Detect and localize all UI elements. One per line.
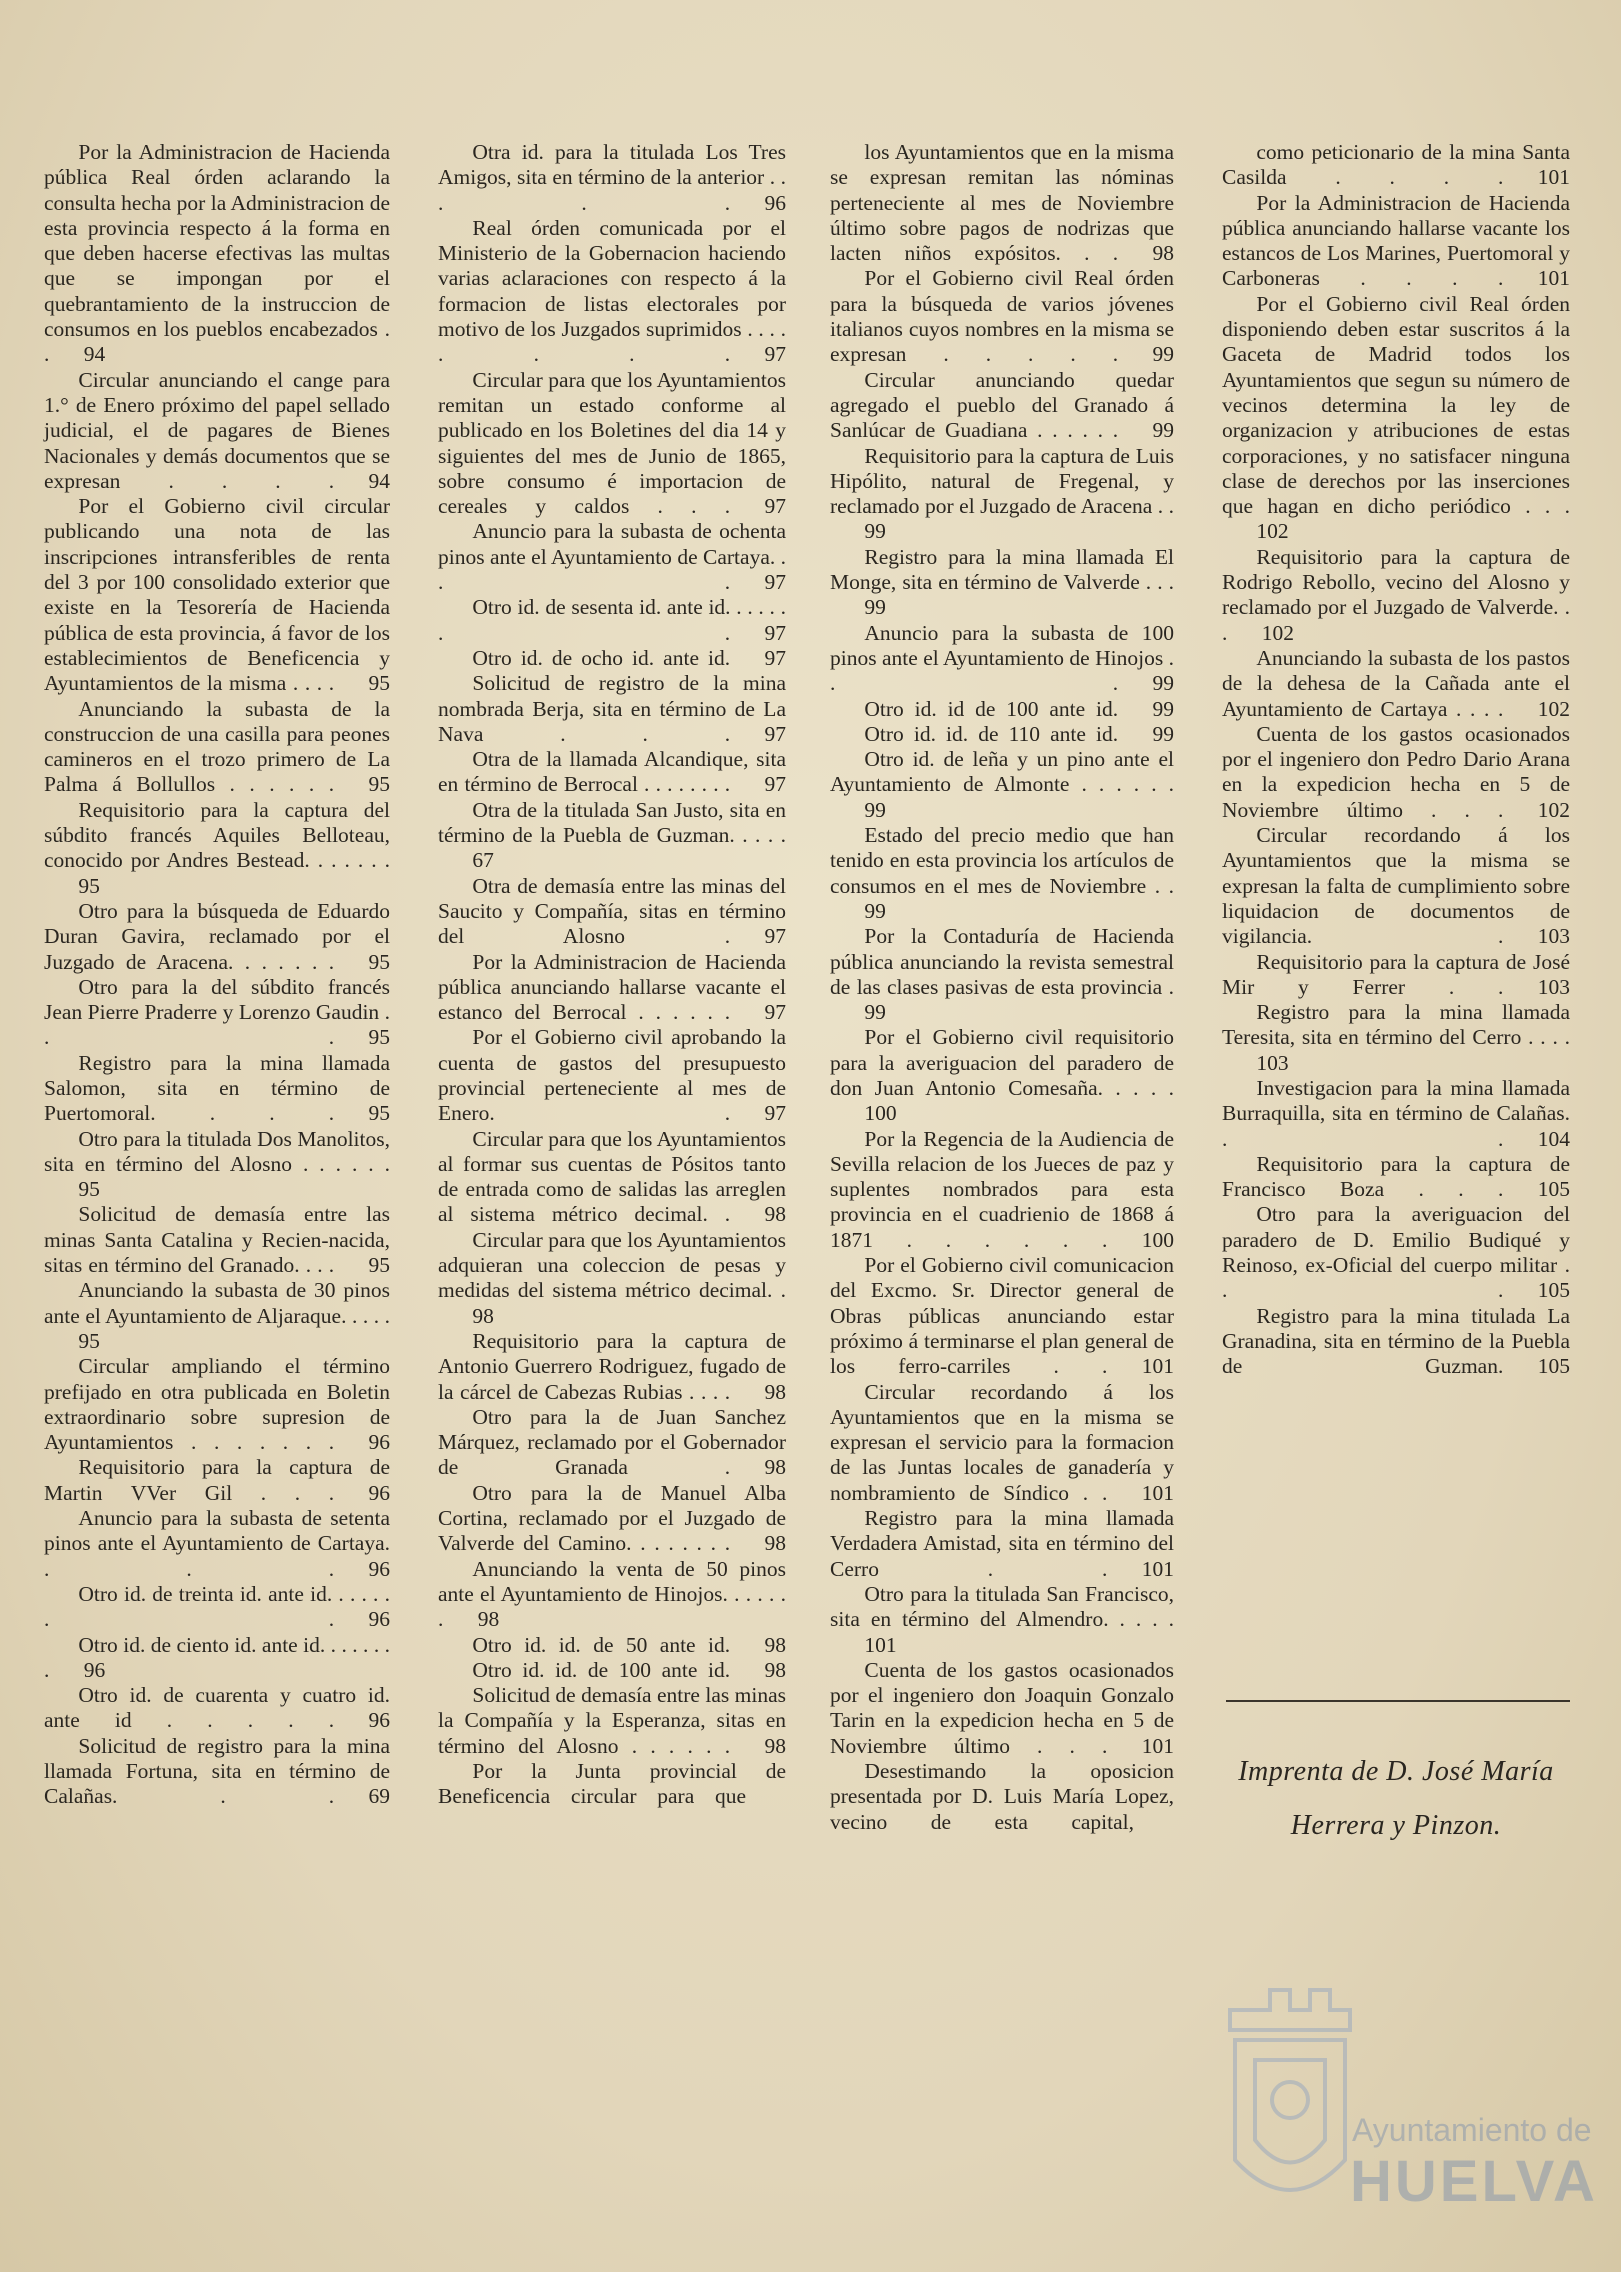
index-entry bbox=[44, 140, 390, 368]
entry-text: Otro id. id. de 110 ante id. bbox=[864, 721, 1119, 746]
entry-text: Cuenta de los gastos ocasionados por el ingeniero don Pedro Dario Arana en la expedicion hecha en 5 de Noviembre último . . . bbox=[1222, 721, 1570, 822]
entry-text: Requisitorio para la captura de Luis Hipólito, natural de Fregenal, y reclamado por el Juzgado de Aracena . . bbox=[830, 443, 1174, 519]
index-entry bbox=[44, 975, 390, 1051]
entry-text: Anunciando la subasta de 30 pinos ante el Ayuntamiento de Aljaraque. . . . . bbox=[44, 1278, 390, 1328]
index-entry bbox=[44, 1051, 390, 1127]
entry-page-number: 98 bbox=[472, 1303, 494, 1328]
entry-text: Circular ampliando el término prefijado en otra publicada en Boletin extraordinario sobre supresion de Ayuntamientos . . . . . . . bbox=[44, 1354, 390, 1455]
entry-text: Por el Gobierno civil requisitorio para la averiguacion del paradero de don Juan Antonio Comesaña. . . . . bbox=[830, 1025, 1174, 1100]
entry-text: Por el Gobierno civil comunicacion del Excmo. Sr. Director general de Obras públicas anunciando estar próximo á terminarse el plan general de los ferro-carriles . . bbox=[830, 1253, 1174, 1379]
entry-page-number: 97 bbox=[764, 772, 786, 797]
entry-page-number: 99 bbox=[1152, 342, 1174, 367]
entry-text: Solicitud de registro para la mina llamada Fortuna, sita en término de Calañas. . . bbox=[44, 1733, 390, 1809]
entry-page-number: 96 bbox=[83, 1657, 106, 1682]
entry-page-number: 96 bbox=[368, 1556, 390, 1581]
entry-page-number: 95 bbox=[368, 671, 390, 696]
entry-text: Real órden comunicada por el Ministerio de la Gobernacion haciendo varias aclaraciones con respecto á la formacion de listas electorales por motivo de los Juzgados suprimidos . . . . . . . . bbox=[438, 215, 786, 367]
entry-text: Otro para la averiguacion del paradero de D. Emilio Budiqué y Reinoso, ex-Oficial del cuerpo militar . . . bbox=[1222, 1202, 1570, 1303]
entry-page-number: 102 bbox=[1537, 696, 1570, 721]
entry-text: Otro id. de ciento id. ante id. . . . . . . . bbox=[44, 1632, 390, 1682]
entry-page-number: 101 bbox=[1141, 1556, 1174, 1581]
index-entry bbox=[830, 1253, 1174, 1379]
entry-text: Otro id. de ocho id. ante id. bbox=[472, 645, 731, 670]
entry-page-number: 95 bbox=[368, 1101, 390, 1126]
entry-text: Circular recordando á los Ayuntamientos que en la misma se expresan el servicio para la formacion de las Juntas locales de ganadería y nombramiento de Síndico . . bbox=[830, 1379, 1174, 1505]
index-entry bbox=[44, 1683, 390, 1734]
index-entry bbox=[830, 697, 1174, 722]
entry-page-number: 98 bbox=[764, 1531, 786, 1556]
entry-page-number: 96 bbox=[368, 1607, 390, 1632]
index-entry bbox=[830, 1380, 1174, 1506]
entry-text: Registro para la mina llamada Teresita, sita en término del Cerro . . . . bbox=[1222, 1000, 1570, 1050]
entry-page-number: 99 bbox=[1152, 696, 1174, 721]
index-entry bbox=[438, 595, 786, 646]
entry-page-number: 99 bbox=[864, 797, 886, 822]
entry-page-number: 98 bbox=[477, 1607, 500, 1632]
index-entry bbox=[830, 621, 1174, 697]
index-column-3 bbox=[830, 140, 1174, 1835]
entry-text: Circular para que los Ayuntamientos al formar sus cuentas de Pósitos tanto de entrada como de salidas las arreglen al sistema métrico decimal. . bbox=[438, 1126, 786, 1227]
entry-page-number: 105 bbox=[1537, 1278, 1570, 1303]
index-entry bbox=[1222, 140, 1570, 191]
entry-page-number: 94 bbox=[368, 468, 390, 493]
entry-text: Por la Administracion de Hacienda pública anunciando hallarse vacante los estancos de Los Marines, Puertomoral y Carboneras . . . . bbox=[1222, 190, 1570, 291]
entry-text: Requisitorio para la captura de José Mir y Ferrer . . bbox=[1222, 949, 1570, 999]
entry-page-number: 98 bbox=[764, 1379, 786, 1404]
entry-page-number: 97 bbox=[764, 645, 786, 670]
entry-text: los Ayuntamientos que en la misma se expresan remitan las nóminas perteneciente al mes de Noviembre último sobre pagos de nodrizas que lacten niños expósitos. . . bbox=[830, 140, 1174, 266]
entry-page-number: 96 bbox=[764, 190, 786, 215]
index-entry bbox=[44, 1633, 390, 1684]
entry-text: Por el Gobierno civil Real órden para la búsqueda de varios jóvenes italianos cuyos nombres en la misma se expresan . . . . . bbox=[830, 266, 1174, 367]
entry-page-number: 98 bbox=[764, 1733, 786, 1758]
entry-page-number: 98 bbox=[764, 1455, 786, 1480]
index-entry bbox=[830, 1127, 1174, 1253]
index-entry bbox=[830, 545, 1174, 621]
watermark-text-big: HUELVA bbox=[1350, 2149, 1598, 2214]
entry-text: Por la Regencia de la Audiencia de Sevilla relacion de los Jueces de paz y suplentes nombrados para esta provincia en el cuadrienio de 1868 á 1871 . . . . . . bbox=[830, 1126, 1174, 1252]
index-entry bbox=[438, 747, 786, 798]
index-entry bbox=[44, 1127, 390, 1203]
index-entry bbox=[438, 368, 786, 520]
entry-page-number: 98 bbox=[764, 1657, 786, 1682]
index-entry bbox=[1222, 1076, 1570, 1152]
entry-text: Otro para la búsqueda de Eduardo Duran Gavira, reclamado por el Juzgado de Aracena. . . . . . . bbox=[44, 898, 390, 974]
entry-text: Anuncio para la subasta de 100 pinos ante el Ayuntamiento de Hinojos . . . bbox=[830, 620, 1174, 696]
entry-page-number: 97 bbox=[764, 620, 786, 645]
entry-text: Requisitorio para la captura del súbdito francés Aquiles Belloteau, conocido por Andres Bestead. . . . . . . bbox=[44, 797, 390, 873]
index-entry bbox=[44, 1278, 390, 1354]
index-entry bbox=[1222, 1152, 1570, 1203]
entry-page-number: 95 bbox=[78, 873, 100, 898]
entry-page-number: 101 bbox=[864, 1632, 897, 1657]
entry-page-number: 97 bbox=[764, 1000, 786, 1025]
entry-page-number: 95 bbox=[78, 1177, 100, 1202]
entry-text: como peticionario de la mina Santa Casilda . . . . bbox=[1222, 140, 1570, 190]
index-entry bbox=[438, 1127, 786, 1228]
entry-page-number: 103 bbox=[1537, 974, 1570, 999]
entry-page-number: 101 bbox=[1141, 1480, 1174, 1505]
entry-text: Circular recordando á los Ayuntamientos que la misma se expresan la falta de cumplimiento sobre liquidacion de documentos de vigilancia. . bbox=[1222, 823, 1570, 949]
entry-text: Otro para la de Manuel Alba Cortina, reclamado por el Juzgado de Valverde del Camino. . . . . . . . bbox=[438, 1480, 786, 1556]
entry-text: Otra de la llamada Alcandique, sita en término de Berrocal . . . . . . . . bbox=[438, 747, 786, 797]
index-entry bbox=[44, 697, 390, 798]
entry-page-number: 103 bbox=[1537, 924, 1570, 949]
watermark-text-small: Ayuntamiento de bbox=[1352, 2112, 1592, 2148]
entry-page-number: 99 bbox=[864, 1000, 886, 1025]
entry-page-number: 101 bbox=[1141, 1354, 1174, 1379]
index-entry bbox=[438, 1759, 786, 1810]
entry-page-number: 95 bbox=[368, 1025, 390, 1050]
entry-page-number: 103 bbox=[1256, 1050, 1289, 1075]
entry-text: Otro id. de cuarenta y cuatro id. ante id . . . . . bbox=[44, 1683, 390, 1733]
entry-page-number: 97 bbox=[764, 924, 786, 949]
index-entry bbox=[438, 1025, 786, 1126]
index-entry bbox=[438, 1683, 786, 1759]
entry-text: Otra de la titulada San Justo, sita en término de la Puebla de Guzman. . . . . bbox=[438, 797, 786, 848]
index-entry bbox=[1222, 292, 1570, 545]
entry-text: Por el Gobierno civil aprobando la cuenta de gastos del presupuesto provincial perteneciente al mes de Enero. . bbox=[438, 1025, 786, 1126]
index-entry bbox=[438, 140, 786, 216]
entry-text: Anunciando la venta de 50 pinos ante el Ayuntamiento de Hinojos. . . . . . . bbox=[438, 1556, 786, 1632]
entry-text: Otro id. id de 100 ante id. bbox=[864, 696, 1119, 721]
entry-text: Circular anunciando el cange para 1.° de Enero próximo del papel sellado judicial, el de pagares de Bienes Nacionales y demás documentos que se expresan . . . . bbox=[44, 367, 390, 493]
entry-text: Por el Gobierno civil Real órden disponiendo deben estar suscritos á la Gaceta de Madrid todos los Ayuntamientos que segun su número de vecinos determina la ley de organizacion y atribuciones de estas corporaciones, y no satisfacer ninguna clase de derechos por las inserciones que hagan en dicho periódico . . . bbox=[1222, 291, 1570, 519]
index-entry bbox=[830, 1658, 1174, 1759]
entry-page-number: 97 bbox=[764, 494, 786, 519]
index-entry bbox=[830, 1582, 1174, 1658]
index-entry bbox=[44, 1455, 390, 1506]
entry-text: Otro para la titulada Dos Manolitos, sita en término del Alosno . . . . . . bbox=[44, 1126, 390, 1176]
index-entry bbox=[44, 1582, 390, 1633]
entry-page-number: 95 bbox=[78, 1328, 100, 1353]
entry-page-number: 99 bbox=[1152, 671, 1174, 696]
entry-text: Registro para la mina titulada La Granadina, sita en término de la Puebla de Guzman. bbox=[1222, 1303, 1570, 1379]
entry-text: Requisitorio para la captura de Martin VVer Gil . . . bbox=[44, 1455, 390, 1505]
entry-text: Otro id. de treinta id. ante id. . . . . . . . bbox=[44, 1581, 390, 1632]
entry-text: Desestimando la oposicion presentada por D. Luis María Lopez, vecino de esta capital, bbox=[830, 1759, 1174, 1834]
index-entry bbox=[1222, 722, 1570, 823]
entry-text: Estado del precio medio que han tenido en esta provincia los artículos de consumos en el mes de Noviembre . . bbox=[830, 823, 1174, 898]
index-entry bbox=[1222, 646, 1570, 722]
index-entry bbox=[438, 1329, 786, 1405]
entry-page-number: 97 bbox=[764, 1101, 786, 1126]
index-entry bbox=[1222, 950, 1570, 1001]
entry-page-number: 97 bbox=[764, 570, 786, 595]
entry-text: Otra id. para la titulada Los Tres Amigos, sita en término de la anterior . . . . . bbox=[438, 140, 786, 215]
index-entry bbox=[830, 368, 1174, 444]
index-column-1 bbox=[44, 140, 390, 1810]
entry-text: Por la Administracion de Hacienda pública Real órden aclarando la consulta hecha por la Administracion de esta provincia respecto á la forma en que deben hacerse efectivas las multas que se impongan por el quebrantamiento de la instruccion de consumos en los pueblos encabezados . . bbox=[44, 140, 390, 367]
index-entry bbox=[438, 519, 786, 595]
entry-text: Por la Junta provincial de Beneficencia circular para que bbox=[438, 1759, 786, 1809]
entry-page-number: 67 bbox=[472, 848, 494, 873]
entry-text: Anunciando la subasta de los pastos de la dehesa de la Cañada ante el Ayuntamiento de Cartaya . . . . bbox=[1222, 645, 1570, 721]
index-entry bbox=[830, 924, 1174, 1025]
entry-page-number: 98 bbox=[1152, 241, 1174, 266]
index-entry bbox=[438, 1557, 786, 1633]
index-entry bbox=[438, 1658, 786, 1683]
index-entry bbox=[1222, 1202, 1570, 1303]
entry-text: Registro para la mina llamada Verdadera Amistad, sita en término del Cerro . . bbox=[830, 1506, 1174, 1581]
entry-page-number: 102 bbox=[1537, 797, 1570, 822]
entry-text: Por el Gobierno civil circular publicando una nota de las inscripciones intransferibles de renta del 3 por 100 consolidado exterior que existe en la Tesorería de Hacienda pública de esta provincia, á favor de los establecimientos de Beneficencia y Ayuntamientos de la misma . . . . bbox=[44, 494, 390, 696]
entry-page-number: 97 bbox=[764, 342, 786, 367]
entry-page-number: 102 bbox=[1256, 519, 1289, 544]
index-entry bbox=[830, 266, 1174, 367]
entry-text: Otro para la de Juan Sanchez Márquez, reclamado por el Gobernador de Granada . bbox=[438, 1404, 786, 1480]
index-entry bbox=[830, 140, 1174, 266]
entry-text: Requisitorio para la captura de Francisco Boza . . . bbox=[1222, 1151, 1570, 1202]
entry-text: Requisitorio para la captura de Rodrigo Rebollo, vecino del Alosno y reclamado por el Juzgado de Valverde. . . bbox=[1222, 544, 1570, 645]
entry-page-number: 101 bbox=[1537, 165, 1570, 190]
index-entry bbox=[830, 1759, 1174, 1835]
index-entry bbox=[44, 1202, 390, 1278]
entry-text: Por la Administracion de Hacienda pública anunciando hallarse vacante el estanco del Berrocal . . . . . . bbox=[438, 949, 786, 1025]
index-entry bbox=[44, 1506, 390, 1582]
index-entry bbox=[438, 671, 786, 747]
index-entry bbox=[438, 1228, 786, 1329]
entry-page-number: 100 bbox=[1141, 1227, 1174, 1252]
entry-page-number: 105 bbox=[1537, 1177, 1570, 1202]
entry-page-number: 101 bbox=[1537, 266, 1570, 291]
entry-page-number: 96 bbox=[368, 1708, 390, 1733]
entry-page-number: 96 bbox=[368, 1430, 390, 1455]
index-column-2 bbox=[438, 140, 786, 1810]
entry-page-number: 100 bbox=[864, 1101, 897, 1126]
entry-text: Registro para la mina llamada Salomon, sita en término de Puertomoral. . . . bbox=[44, 1050, 390, 1126]
entry-page-number: 99 bbox=[1152, 721, 1174, 746]
entry-text: Anunciando la subasta de la construccion de una casilla para peones camineros en el trozo primero de La Palma á Bollullos . . . . . . bbox=[44, 696, 390, 797]
index-entry bbox=[830, 722, 1174, 747]
entry-text: Otro id. id. de 50 ante id. bbox=[472, 1632, 731, 1657]
entry-page-number: 95 bbox=[368, 1253, 390, 1278]
index-entry bbox=[44, 1734, 390, 1810]
index-entry bbox=[1222, 191, 1570, 292]
index-entry bbox=[438, 1405, 786, 1481]
entry-page-number: 96 bbox=[368, 1480, 390, 1505]
entry-text: Anuncio para la subasta de ochenta pinos ante el Ayuntamiento de Cartaya. . . . bbox=[438, 519, 786, 595]
imprint-line-1: Imprenta de D. José María bbox=[1238, 1756, 1554, 1787]
entry-text: Por la Contaduría de Hacienda pública anunciando la revista semestral de las clases pasivas de esta provincia . bbox=[830, 924, 1174, 999]
entry-text: Investigacion para la mina llamada Burraquilla, sita en término de Calañas. . . bbox=[1222, 1075, 1570, 1151]
index-column-4 bbox=[1222, 140, 1570, 1380]
entry-page-number: 95 bbox=[368, 949, 390, 974]
entry-text: Registro para la mina llamada El Monge, sita en término de Valverde . . . bbox=[830, 544, 1174, 595]
entry-page-number: 97 bbox=[764, 721, 786, 746]
index-entry bbox=[1222, 545, 1570, 646]
entry-text: Otro id. de leña y un pino ante el Ayuntamiento de Almonte . . . . . . bbox=[830, 747, 1174, 797]
entry-page-number: 99 bbox=[864, 595, 886, 620]
entry-text: Otro id. de sesenta id. ante id. . . . . . . . bbox=[438, 595, 786, 645]
entry-page-number: 98 bbox=[764, 1202, 786, 1227]
entry-page-number: 69 bbox=[368, 1784, 390, 1809]
entry-text: Otro para la titulada San Francisco, sita en término del Almendro. . . . . bbox=[830, 1581, 1174, 1632]
index-entry bbox=[830, 1506, 1174, 1582]
index-entry bbox=[44, 798, 390, 899]
entry-text: Solicitud de demasía entre las minas la Compañía y la Esperanza, sitas en término del Alosno . . . . . . bbox=[438, 1683, 786, 1758]
index-entry bbox=[44, 368, 390, 494]
entry-page-number: 99 bbox=[864, 898, 886, 923]
entry-text: Requisitorio para la captura de Antonio Guerrero Rodriguez, fugado de la cárcel de Cabezas Rubias . . . . bbox=[438, 1328, 786, 1404]
index-entry bbox=[830, 444, 1174, 545]
entry-page-number: 94 bbox=[83, 342, 106, 367]
entry-page-number: 104 bbox=[1537, 1126, 1570, 1151]
index-entry bbox=[438, 1633, 786, 1658]
entry-text: Otro para la del súbdito francés Jean Pierre Praderre y Lorenzo Gaudin . . . bbox=[44, 974, 390, 1050]
index-entry bbox=[438, 216, 786, 368]
index-entry bbox=[830, 1025, 1174, 1126]
imprint-line-2: Herrera y Pinzon. bbox=[1290, 1810, 1502, 1841]
entry-text: Otro id. id. de 100 ante id. bbox=[472, 1657, 731, 1682]
entry-page-number: 101 bbox=[1141, 1733, 1174, 1758]
entry-text: Circular para que los Ayuntamientos adquieran una coleccion de pesas y medidas del sistema métrico decimal. . bbox=[438, 1227, 786, 1303]
entry-text: Otra de demasía entre las minas del Saucito y Compañía, sitas en término del Alosno . bbox=[438, 873, 786, 949]
entry-page-number: 98 bbox=[764, 1632, 786, 1657]
entry-text: Cuenta de los gastos ocasionados por el ingeniero don Joaquin Gonzalo Tarin en la expedicion hecha en 5 de Noviembre último . . . bbox=[830, 1657, 1174, 1758]
imprint-divider bbox=[1226, 1700, 1570, 1702]
entry-text: Solicitud de demasía entre las minas Santa Catalina y Recien-nacida, sitas en término del Granado. . . . bbox=[44, 1202, 390, 1278]
entry-page-number: 99 bbox=[1152, 418, 1174, 443]
index-entry bbox=[1222, 1304, 1570, 1380]
entry-text: Anuncio para la subasta de setenta pinos ante el Ayuntamiento de Cartaya. . . . bbox=[44, 1506, 390, 1581]
index-entry bbox=[438, 1481, 786, 1557]
entry-page-number: 105 bbox=[1537, 1354, 1570, 1379]
index-entry bbox=[44, 1354, 390, 1455]
entry-text: Circular anunciando quedar agregado el pueblo del Granado á Sanlúcar de Guadiana . . . . . . bbox=[830, 367, 1174, 443]
index-entry bbox=[44, 494, 390, 696]
index-entry bbox=[44, 899, 390, 975]
index-entry bbox=[830, 823, 1174, 924]
entry-page-number: 99 bbox=[864, 519, 886, 544]
index-entry bbox=[1222, 1000, 1570, 1076]
entry-page-number: 102 bbox=[1261, 620, 1295, 645]
index-entry bbox=[438, 798, 786, 874]
index-entry bbox=[438, 874, 786, 950]
entry-text: Circular para que los Ayuntamientos remitan un estado conforme al publicado en los Boletines del dia 14 y siguientes del mes de Junio de 1865, sobre consumo é importacion de cereales y caldos . . . bbox=[438, 367, 786, 519]
index-entry bbox=[1222, 823, 1570, 949]
entry-text: Solicitud de registro de la mina nombrada Berja, sita en término de La Nava . . . bbox=[438, 671, 786, 746]
index-entry bbox=[438, 646, 786, 671]
entry-page-number: 95 bbox=[368, 772, 390, 797]
index-entry bbox=[830, 747, 1174, 823]
index-entry bbox=[438, 950, 786, 1026]
